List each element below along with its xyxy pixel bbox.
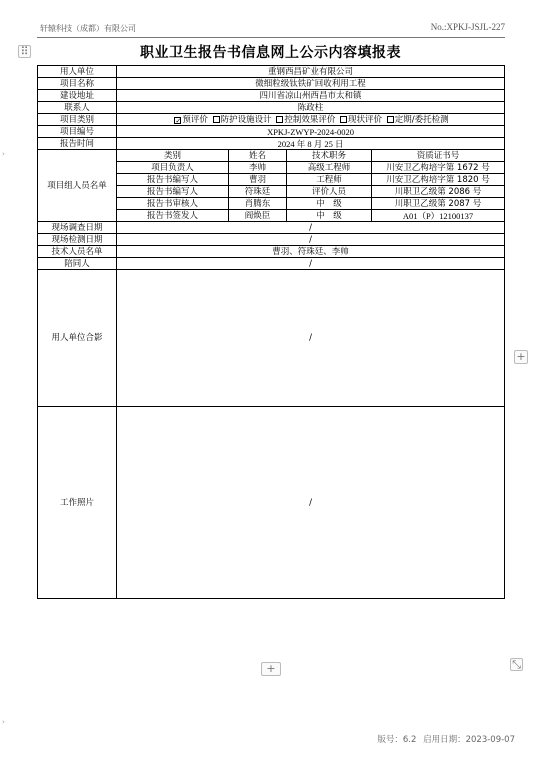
team-role[interactable]: 报告书编写人 xyxy=(117,174,229,186)
row-address xyxy=(38,90,505,102)
table-resize-handle[interactable]: ⤡ xyxy=(510,658,523,671)
project-value[interactable]: 微细粒级钛铁矿回收利用工程 xyxy=(117,78,505,90)
category-option-control-eval[interactable]: 控制效果评价 xyxy=(274,115,335,125)
left-margin-marker-lower: › xyxy=(2,718,5,726)
team-cert[interactable]: 川职卫乙级第 2086 号 xyxy=(394,186,482,197)
team-title[interactable]: 中 级 xyxy=(287,210,372,221)
footer-version: 版号：6.2 xyxy=(377,735,417,745)
footer xyxy=(373,733,515,745)
team-title[interactable]: 评价人员 xyxy=(287,186,372,197)
team-cert[interactable]: 川安卫乙构培字第 1820 号 xyxy=(386,174,490,185)
team-detail-inner xyxy=(287,162,504,173)
header-divider xyxy=(37,37,505,38)
team-header-cert: 资质证书号 xyxy=(416,150,460,161)
left-margin-marker: › xyxy=(2,150,5,158)
checkbox-icon[interactable] xyxy=(276,116,283,123)
header-company: 轩辕科技（成都）有限公司 xyxy=(40,24,136,33)
contact-value[interactable]: 陈政柱 xyxy=(117,102,505,114)
row-category xyxy=(38,114,505,126)
category-option-pre-eval[interactable]: ✓预评价 xyxy=(175,114,208,125)
team-cert[interactable]: 川安卫乙构培字第 1672 号 xyxy=(386,162,490,173)
report-number-value[interactable]: XPKJ-ZWYP-2024-0020 xyxy=(117,126,505,138)
team-header-inner xyxy=(287,150,504,161)
employer-label: 用人单位 xyxy=(38,66,117,78)
row-contact xyxy=(38,102,505,114)
escort-label: 陪同人 xyxy=(38,258,117,270)
team-header-row xyxy=(38,150,505,162)
row-employer xyxy=(38,66,505,78)
project-label: 项目名称 xyxy=(38,78,117,90)
test-date-label: 现场检测日期 xyxy=(38,234,117,246)
checkbox-icon[interactable] xyxy=(340,116,347,123)
team-name[interactable]: 肖腾东 xyxy=(229,198,287,210)
row-survey-date xyxy=(38,222,505,234)
team-label: 项目组人员名单 xyxy=(38,150,117,222)
team-header-name: 姓名 xyxy=(229,150,287,162)
table-move-handle[interactable]: ⠿ xyxy=(18,45,31,58)
team-detail-inner xyxy=(287,210,504,221)
group-photo-value[interactable]: / xyxy=(117,270,505,407)
team-role[interactable]: 报告书审核人 xyxy=(117,198,229,210)
team-role[interactable]: 报告书签发人 xyxy=(117,210,229,222)
team-title[interactable]: 工程师 xyxy=(287,174,372,185)
category-option-status-eval[interactable]: 现状评价 xyxy=(338,115,382,125)
survey-date-label: 现场调查日期 xyxy=(38,222,117,234)
team-name[interactable]: 阎焕臣 xyxy=(229,210,287,222)
page-title: 职业卫生报告书信息网上公示内容填报表 xyxy=(140,45,401,61)
employer-value[interactable]: 重钢西昌矿业有限公司 xyxy=(117,66,505,78)
checkbox-icon[interactable] xyxy=(213,116,220,123)
checkbox-icon[interactable] xyxy=(387,116,394,123)
work-photo-label: 工作照片 xyxy=(38,407,117,599)
team-name[interactable]: 符珠廷 xyxy=(229,186,287,198)
contact-label: 联系人 xyxy=(38,102,117,114)
test-date-value[interactable]: / xyxy=(117,234,505,246)
team-detail xyxy=(287,198,505,210)
add-row-button[interactable]: + xyxy=(261,662,281,676)
team-detail xyxy=(287,162,505,174)
team-header-role: 类别 xyxy=(117,150,229,162)
category-option-protection-design[interactable]: 防护设施设计 xyxy=(211,115,272,125)
team-detail xyxy=(287,186,505,198)
team-title[interactable]: 高级工程师 xyxy=(287,162,372,173)
row-tech-staff xyxy=(38,246,505,258)
row-group-photo xyxy=(38,270,505,407)
disclosure-form-table xyxy=(37,65,505,599)
team-cert[interactable]: 川职卫乙级第 2087 号 xyxy=(394,198,482,209)
team-detail-inner xyxy=(287,186,504,197)
team-role[interactable]: 报告书编写人 xyxy=(117,186,229,198)
report-date-value[interactable]: 2024 年 8 月 25 日 xyxy=(117,138,505,150)
category-label: 项目类别 xyxy=(38,114,117,126)
tech-staff-value[interactable]: 曹羽、符珠廷、李帅 xyxy=(117,246,505,258)
category-options xyxy=(117,114,505,126)
row-project xyxy=(38,78,505,90)
report-date-label: 报告时间 xyxy=(38,138,117,150)
survey-date-value[interactable]: / xyxy=(117,222,505,234)
tech-staff-label: 技术人员名单 xyxy=(38,246,117,258)
team-detail-inner xyxy=(287,198,504,209)
group-photo-label: 用人单位合影 xyxy=(38,270,117,407)
team-title[interactable]: 中 级 xyxy=(287,198,372,209)
team-header-split xyxy=(287,150,505,162)
row-report-date xyxy=(38,138,505,150)
address-value[interactable]: 四川省凉山州西昌市太和镇 xyxy=(117,90,505,102)
team-role[interactable]: 项目负责人 xyxy=(117,162,229,174)
team-cert[interactable]: A01（P）12100137 xyxy=(402,210,474,221)
team-header-title: 技术职务 xyxy=(287,150,372,161)
row-work-photo xyxy=(38,407,505,599)
team-detail xyxy=(287,210,505,222)
footer-effective-date: 启用日期：2023-09-07 xyxy=(423,735,515,745)
row-escort xyxy=(38,258,505,270)
row-test-date xyxy=(38,234,505,246)
team-name[interactable]: 李帅 xyxy=(229,162,287,174)
team-detail xyxy=(287,174,505,186)
report-number-label: 项目编号 xyxy=(38,126,117,138)
add-column-button[interactable]: + xyxy=(514,350,528,364)
header-doc-number: No.:XPKJ-JSJL-227 xyxy=(430,22,505,32)
checkbox-checked-icon[interactable]: ✓ xyxy=(175,116,182,125)
team-detail-inner xyxy=(287,174,504,185)
team-name[interactable]: 曹羽 xyxy=(229,174,287,186)
work-photo-value[interactable]: / xyxy=(117,407,505,599)
row-report-number xyxy=(38,126,505,138)
escort-value[interactable]: / xyxy=(117,258,505,270)
category-option-periodic-test[interactable]: 定期/委托检测 xyxy=(385,115,449,125)
address-label: 建设地址 xyxy=(38,90,117,102)
